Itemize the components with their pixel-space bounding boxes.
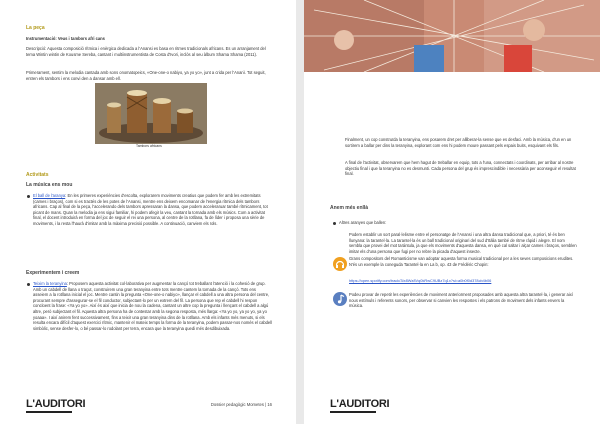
bullet-icon: [27, 283, 30, 286]
headphones-icon: [333, 257, 347, 271]
instrumentation: Instrumentació: Veus i tambors afri cans: [26, 36, 105, 41]
spider-web-photo: [304, 0, 600, 72]
teixim-link[interactable]: Teixim la teranyina: [33, 281, 67, 286]
right-page: [304, 0, 600, 424]
spiders-intro: Altres aranyes que ballen:: [339, 220, 387, 225]
experiment-subtitle: Experimentem i creem: [26, 270, 80, 276]
spiders-text: Podem establir un sort paral·lelisme entre el personatge de l'Anansi i una altra dansa tradicional que, a priori, té és ben llunyana: la tarantel·la. La tarantel·la és un ball tradicional originari del sud d'Itàlia també de ritme ràpid i alegre. El nom sembla que provei del mot tarántula, ja que els moviments d'aquesta dansa, en què cal saltar i alçar cames i braços, semblen imitar els d'una persona que fugi per no rebre la picada d'aquest insecte.: [349, 232, 577, 254]
page-footer: Dossier pedagògic Mometes | 16: [210, 402, 272, 407]
intro: Primerament, sentim la melodia cantada amb sons onomatopeics, «One-one-o nabiyo, ya yo yo», junt a crida per l'Ananì. Tot seguit, entren els tambors i ens convi den a dansar amb ell.: [26, 70, 266, 81]
section-title: La peça: [26, 25, 45, 31]
web-photo-icon: [304, 0, 600, 72]
further-title: Anem més enllà: [330, 205, 369, 211]
finale-paragraph-2: A final de l'activitat, observarem que hem hagut de treballar en equip, tots a l'una, connectats i coordinats, per arribar al nostre objectiu final i que la teranyina no es desmunti. Cada persona del grup és imprescindible i necessària per aconseguir el resultat final.: [345, 160, 576, 177]
chopin-text: Grans compositors del Romanticisme van adoptar aquesta forma musical tradicional per a les seves composicions erudites. N'és un exemple la coneguda Tarantel·la en La b, op. 43 de Frédéric Chopin:: [349, 256, 574, 267]
bullet-icon: [333, 222, 336, 225]
photo-caption: Tambors africans: [136, 144, 162, 148]
logo-underline: [330, 411, 376, 413]
music-icon: [333, 292, 347, 306]
teixim-activity: [33, 281, 272, 331]
logo-underline: [26, 411, 72, 413]
ball-text: : En les primeres experiències d'escolta, explorarem moviments creatius que podem fer amb les extremitats (cames i braços), com si es tractés de les potes de l'Anansi, mentre ens deixem encomanar de l'energia rítmica dels tambors africans. Cap al final de la peça, l'accelerando dels tambors apressaran la dansa, que podem acceleraruar també rítmicament, tot picant de mans. Quan la melodia ja ens sigui familiar, hi podem afegir la veu, cantant la tornada amb els músics. Com a activitat final, el docent introduirà en forma del joc de seguir el rei una persona, al centre de la rotllana, fa de líder i proposa una sèrie de moviments, i la resta l'haurà d'imitar amb la màxima precisió possible. A continuació, canviem els rols.: [33, 193, 268, 226]
ball-link[interactable]: El ball de l'aranya: [33, 193, 66, 198]
auditori-logo: L'AUDITORI: [26, 398, 86, 410]
chopin-link[interactable]: https://open.spotify.com/track/3Ix8Wz8Vq0kRwC9UBz7q1x?si=a0b0f0d378cb4b06: [349, 278, 492, 283]
left-page: [0, 0, 296, 424]
activities-title: Activitats: [26, 172, 49, 178]
ball-activity: [33, 193, 272, 227]
description: Descripció: Aquesta composició rítmica i enèrgica dedicada a l'Anansi es basa en ritmes tradicionals africans. Es un arranjament del tema Wintin wintin de Kousme Sereba, cantant i multiinstrumentista de Costa d'Ivori, inclòs al seu àlbum Shama Shama (2011).: [26, 46, 266, 57]
auditori-logo: L'AUDITORI: [330, 398, 390, 410]
bullet-icon: [27, 195, 30, 198]
music-subtitle: La música ens mou: [26, 182, 73, 188]
drums-icon: [95, 83, 207, 144]
teixim-text: : Proposem aquesta activitat col·laborativa per augmentar la cançó tot treballant l'atenció i la cohesió de grup. Amb un cabdell de llana o traçut, construirem una gran teranyina entre tots mentre cantem la tornada de la cançó. Tots ens asseiem a la rotllana inicial el joc. Mentre cantin la pregunta «One-one-o nabiyo», llançar el cabdell a una altra persona del centre, procurant sempre d'assegurar-se el fil conductor, subjectant-lo per un extrem del fil. La persona que rep el cabdell hi respon concloent la frase: «Ya yo yo». Així és així que inicia de nou la cadena, cantant un altre cop la pregunta i llençant el cabdell a algú altre, però subjectant el fil. Aquesta altra persona ha de contestar amb la segona resposta, més llarga: «Ya yo yo, ya yo yo, ya yo yoaaa». I així anirem fent successivament, fins a teixir una gran teranyina dins de la rotllana. Amb els infants més menuts, si els resulta encara difícil d'aquest exercici rítmic, mantenir el mateix temps la forma de la teranyina, podem passar-nos només el cabdell simbòlic, sense desfer-lo, o bé passar-lo rodolant per terra, encara que la teranyina quedi més desdibuixada.: [33, 281, 273, 331]
drums-photo: [95, 83, 207, 144]
finale-paragraph-1: Finalment, un cop construïda la teranyina, ens posarem dret per alliberar-la sense que es desfaci. Amb la música, d'un en un sortirem a ballar per dins la teranyina, explorant com ens hi podem moure passant pels espais buits, esquivant els fils.: [345, 137, 572, 148]
experience-text: Podeu provar de repetir les experiències de moviment anteriorment proposades amb aquesta altra tarantel·la, i generar així nous estímuls i referents sonors, per observar si canvien les respostes i els patrons de moviment dels infants envers la música.: [349, 292, 573, 309]
